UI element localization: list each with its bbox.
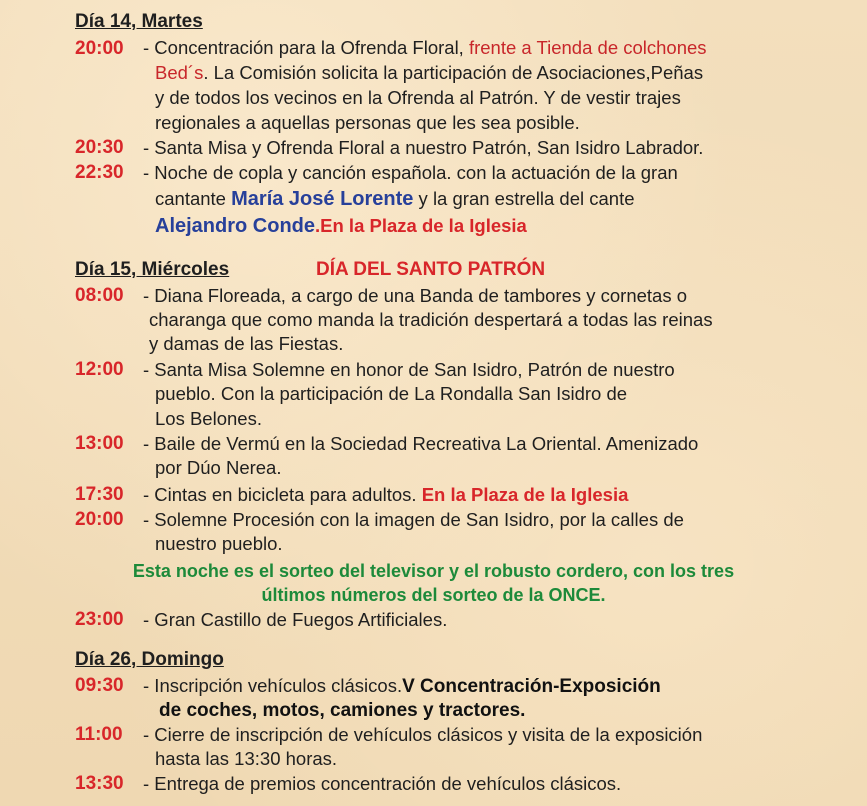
- event-line: [143, 677, 661, 696]
- raffle-notice-line: Esta noche es el sorteo del televisor y el robusto cordero, con los tres: [132, 561, 735, 581]
- event-time: 20:00: [75, 38, 124, 59]
- artist-name: Alejandro Conde: [155, 215, 316, 237]
- event-text: - Inscripción vehículos clásicos.: [143, 675, 403, 696]
- event-line: [143, 39, 707, 58]
- event-time: 13:00: [75, 433, 124, 454]
- event-line: [155, 64, 703, 83]
- event-line: charanga que como manda la tradición despertará a todas las reinas: [149, 309, 713, 330]
- event-line: Los Belones.: [155, 408, 262, 429]
- event-location: frente a Tienda de colchones: [468, 37, 707, 58]
- event-location: Bed´s: [155, 62, 204, 83]
- event-line: hasta las 13:30 horas.: [155, 748, 338, 769]
- event-line: - Santa Misa y Ofrenda Floral a nuestro Patrón, San Isidro Labrador.: [143, 137, 704, 158]
- event-line: - Diana Floreada, a cargo de una Banda de tambores y cornetas o: [143, 285, 688, 306]
- event-time: 17:30: [75, 484, 124, 505]
- event-highlight: V Concentración-Exposición: [402, 676, 661, 697]
- event-time: 11:00: [75, 724, 123, 745]
- event-line: - Solemne Procesión con la imagen de San Isidro, por la calles de: [143, 509, 684, 530]
- event-line: - Santa Misa Solemne en honor de San Isidro, Patrón de nuestro: [143, 359, 675, 380]
- event-line: regionales a aquellas personas que les sea posible.: [155, 112, 580, 133]
- raffle-notice-line: últimos números del sorteo de la ONCE.: [261, 585, 606, 605]
- event-line: y de todos los vecinos en la Ofrenda al Patrón. Y de vestir trajes: [155, 87, 681, 108]
- event-time: 22:30: [75, 162, 124, 183]
- event-line: [155, 216, 527, 236]
- event-line: pueblo. Con la participación de La Rondalla San Isidro de: [155, 383, 628, 404]
- event-text: cantante: [155, 188, 232, 209]
- event-line: - Entrega de premios concentración de vehículos clásicos.: [143, 773, 622, 794]
- event-time: 09:30: [75, 675, 124, 696]
- event-line: - Noche de copla y canción española. con la actuación de la gran: [143, 162, 678, 183]
- event-text: - Cintas en bicicleta para adultos.: [143, 484, 422, 505]
- event-location: En la Plaza de la Iglesia: [421, 484, 629, 505]
- event-location: .En la Plaza de la Iglesia: [315, 215, 527, 236]
- event-text: - Concentración para la Ofrenda Floral,: [143, 37, 469, 58]
- day15-heading: Día 15, Miércoles: [75, 259, 230, 280]
- event-time: 20:00: [75, 509, 124, 530]
- event-line: - Gran Castillo de Fuegos Artificiales.: [143, 609, 448, 630]
- day14-heading: Día 14, Martes: [75, 11, 203, 32]
- event-time: 20:30: [75, 137, 124, 158]
- event-text: y la gran estrella del cante: [413, 188, 635, 209]
- event-time: 12:00: [75, 359, 124, 380]
- event-line: - Baile de Vermú en la Sociedad Recreativa La Oriental. Amenizado: [143, 433, 699, 454]
- event-line: - Cierre de inscripción de vehículos clásicos y visita de la exposición: [143, 724, 703, 745]
- event-line: por Dúo Nerea.: [155, 457, 282, 478]
- event-line: y damas de las Fiestas.: [149, 333, 344, 354]
- event-line: [143, 486, 628, 505]
- event-time: 08:00: [75, 285, 124, 306]
- day15-subtitle: DÍA DEL SANTO PATRÓN: [316, 259, 546, 280]
- event-line: nuestro pueblo.: [155, 533, 283, 554]
- event-time: 23:00: [75, 609, 124, 630]
- event-line: [155, 189, 635, 209]
- event-text: . La Comisión solicita la participación de Asociaciones,Peñas: [203, 62, 704, 83]
- artist-name: María José Lorente: [231, 188, 414, 210]
- event-highlight: de coches, motos, camiones y tractores.: [159, 700, 526, 721]
- event-time: 13:30: [75, 773, 124, 794]
- day26-heading: Día 26, Domingo: [75, 649, 224, 670]
